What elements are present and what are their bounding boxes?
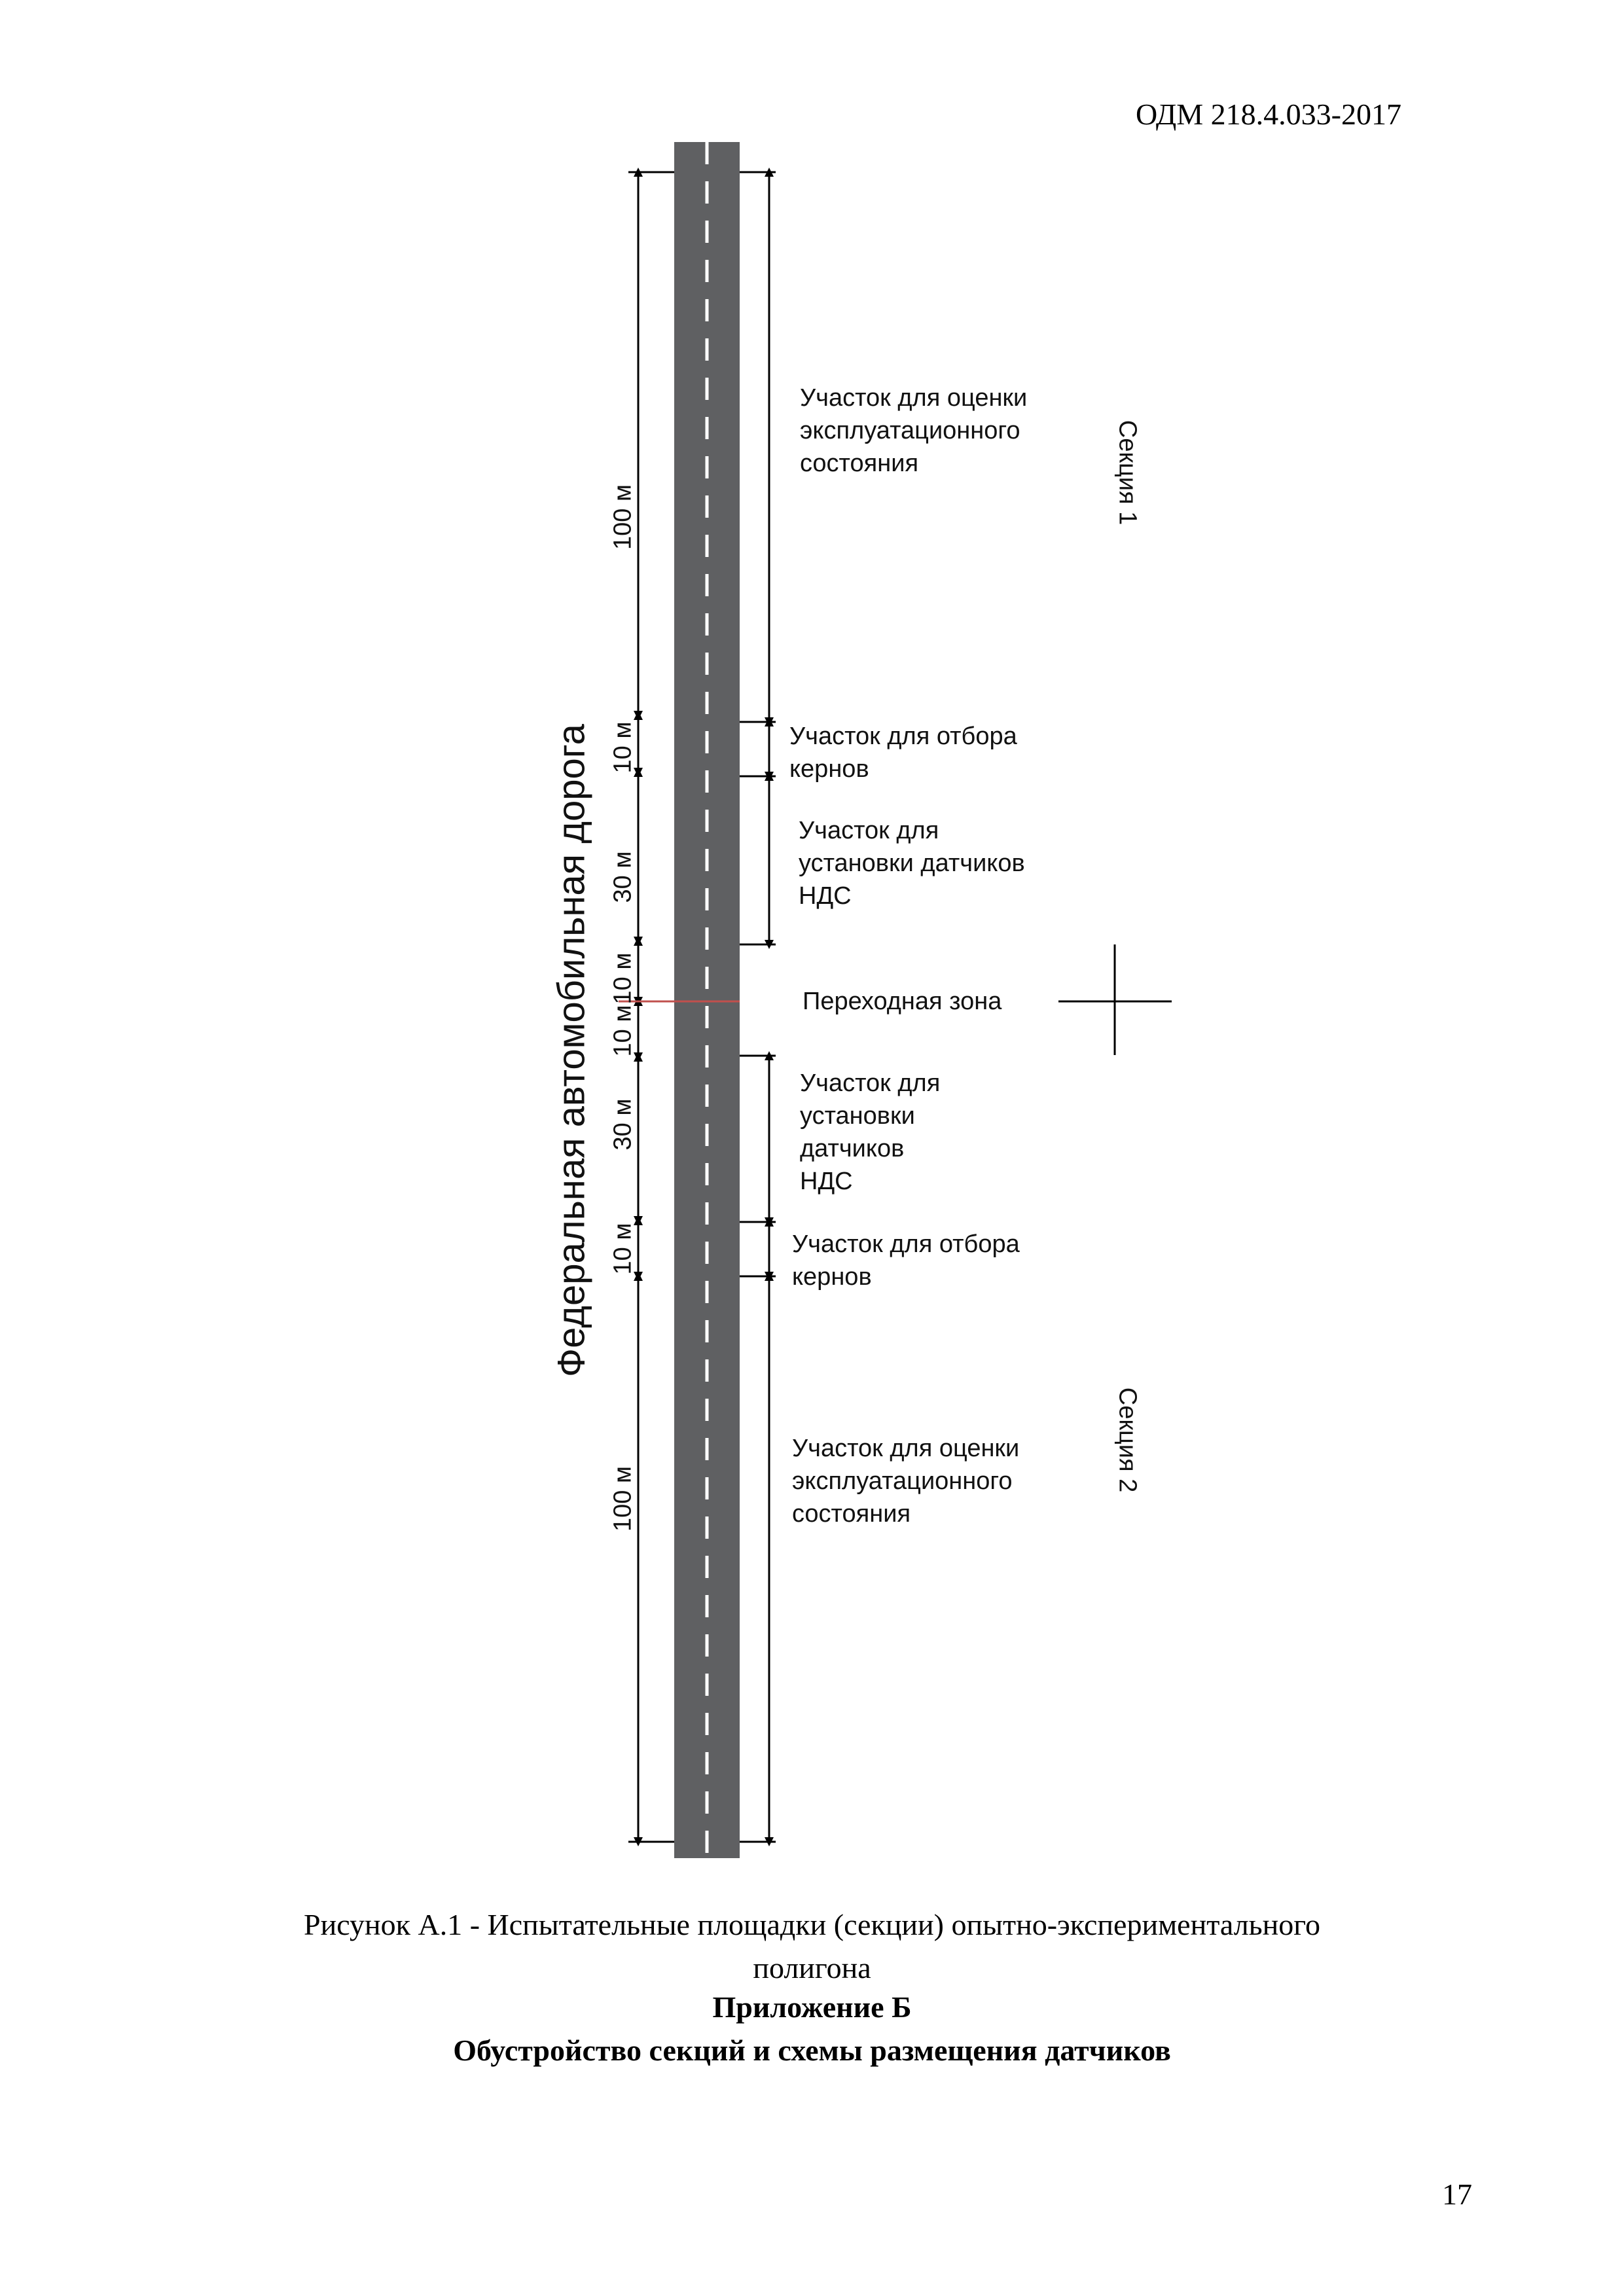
zone-label-core-sampling-2: Участок для отбора кернов	[792, 1230, 1020, 1291]
dimension-label: 10 м	[609, 952, 637, 1005]
figure-caption: Рисунок А.1 - Испытательные площадки (секции) опытно-экспериментального полигона	[304, 1908, 1320, 1984]
road-name-label: Федеральная автомобильная дорога	[550, 724, 593, 1377]
zone-label-sensors-1: Участок для установки датчиков НДС	[799, 817, 1025, 910]
dimension-label: 100 м	[609, 1465, 637, 1532]
boundary-cross-mark	[1058, 944, 1172, 1055]
section-label: Секция 2	[1113, 1387, 1142, 1493]
dimension-label: 30 м	[609, 851, 637, 903]
dimension-label: 10 м	[609, 721, 637, 774]
document-code: ОДМ 218.4.033-2017	[1135, 98, 1401, 131]
dimension-label: 30 м	[609, 1098, 637, 1151]
zone-label-transition: Переходная зона	[803, 988, 1002, 1015]
zone-label-operational-2: Участок для оценки эксплуатационного состояния	[792, 1435, 1020, 1528]
dimension-label: 10 м	[609, 1223, 637, 1275]
appendix-title: Приложение Б	[712, 1990, 912, 2024]
page-number: 17	[1442, 2178, 1472, 2211]
dimension-label: 100 м	[609, 484, 637, 550]
right-dimension-chain	[740, 172, 776, 1842]
dimension-label: 10 м	[609, 1005, 637, 1057]
zone-label-core-sampling-1: Участок для отбора кернов	[789, 723, 1017, 783]
section-label: Секция 1	[1113, 420, 1142, 526]
zone-label-sensors-2: Участок для установки датчиков НДС	[800, 1069, 941, 1195]
appendix-subtitle: Обустройство секций и схемы размещения датчиков	[453, 2034, 1171, 2067]
zone-label-operational-1: Участок для оценки эксплуатационного состояния	[800, 384, 1028, 477]
